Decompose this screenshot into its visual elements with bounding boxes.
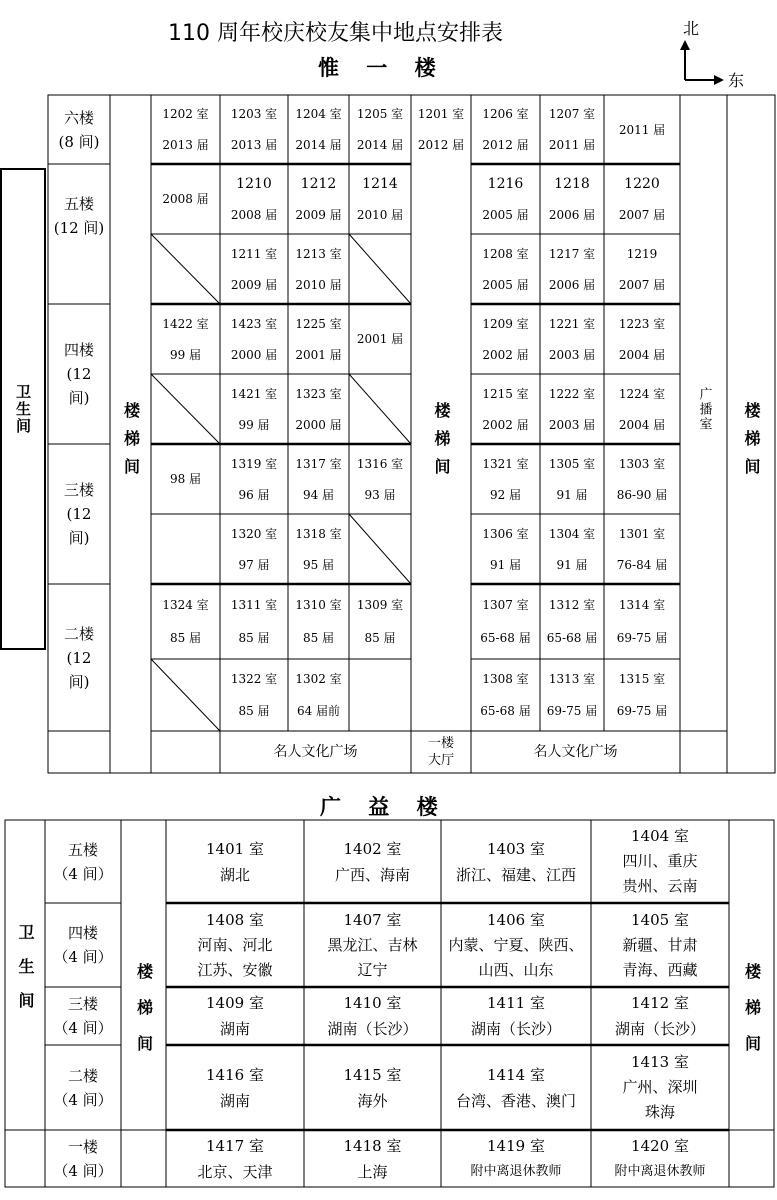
room-assignment: 2005 届 [482,207,529,222]
room-assignment: 2001 届 [295,347,342,362]
room-assignment: 99 届 [238,417,270,432]
room-assignment: 85 届 [169,631,202,646]
lobby-label: 一楼大厅 [427,736,454,768]
room-assignment: 2004 届 [618,347,666,362]
room-label: 1406 室 [487,910,545,929]
building-1-title: 惟 一 楼 [318,55,446,80]
room-label: 1307 室 [482,597,529,612]
broadcast-label: 广播室 [696,386,712,432]
room-cell [166,903,304,987]
room-assignment: 2012 届 [482,137,529,152]
room-assignment: 96 届 [238,487,270,502]
floor-label: 一楼 [67,1137,98,1156]
plaza-label: 名人文化广场 [273,744,358,760]
room-label: 1214 [362,175,398,192]
room-assignment: 江苏、安徽 [197,960,273,979]
stairwell-label: 楼梯间 [432,402,451,486]
floor-count: （4 间） [53,1019,113,1037]
room-assignment: 2004 届 [618,417,666,432]
room-cell [591,1045,729,1130]
room-label: 1423 室 [230,316,278,331]
stairwell-label: 楼梯间 [134,962,154,1071]
room-assignment: 2010 届 [295,277,342,292]
room-label: 1222 室 [548,386,596,401]
room-assignment: 2008 届 [230,207,278,222]
room-assignment: 湖南（长沙） [327,1020,418,1038]
room-cell [591,1130,729,1187]
room-assignment: 2010 届 [356,207,404,222]
room-assignment: 广西、海南 [334,865,410,884]
room-assignment: 69-75 届 [616,704,668,718]
plaza-label: 名人文化广场 [533,744,618,760]
room-label: 1403 室 [487,839,545,858]
room-label: 1409 室 [206,994,264,1012]
room-assignment: 2009 届 [295,207,342,222]
room-label: 1414 室 [487,1065,545,1084]
room-assignment: 95 届 [302,557,335,572]
room-label: 98 届 [169,472,202,486]
room-label: 1218 [554,175,590,192]
room-assignment: 内蒙、宁夏、陕西、 [448,935,584,954]
room-cell [166,1130,304,1187]
room-label: 1321 室 [482,456,529,471]
room-assignment: 76-84 届 [616,557,668,572]
room-label: 1215 室 [482,386,529,401]
room-label: 1302 室 [295,672,342,686]
room-assignment: 64 届前 [296,704,341,718]
room-assignment: 85 届 [238,704,270,718]
b2-floor-5 [45,820,121,903]
room-assignment: 69-75 届 [546,704,598,718]
room-label: 1305 室 [548,456,596,471]
floor-count: (12 间) [53,219,105,237]
room-label: 1310 室 [295,597,342,612]
b1-toilet-label: 卫生间 [14,383,32,435]
floor-count: (12 间) [66,648,92,691]
room-assignment: 2013 届 [230,137,278,152]
room-label: 1309 室 [356,597,404,612]
room-assignment: 北京、天津 [197,1162,273,1181]
floor-label: 二楼 [67,1066,98,1085]
room-assignment: 海外 [357,1091,388,1110]
floor-label: 五楼 [67,840,98,859]
room-assignment: 2012 届 [417,137,465,152]
room-label: 1402 室 [343,839,402,858]
b2-floor-2 [45,1045,121,1130]
room-label: 1203 室 [230,107,278,122]
room-assignment: 2013 届 [162,137,209,152]
room-label: 1304 室 [548,526,596,541]
room-assignment: 青海、西藏 [622,960,698,979]
room-label: 1207 室 [548,107,596,122]
room-label: 1201 室 [417,107,465,122]
room-assignment: 97 届 [238,557,270,572]
room-label: 1411 室 [487,994,545,1012]
room-assignment: 2002 届 [482,347,529,362]
room-assignment: 65-68 届 [546,631,598,646]
floor-label: 三楼 [63,481,94,499]
room-label: 1221 室 [548,316,596,331]
room-label: 1301 室 [618,526,666,541]
room-assignment: 2011 届 [548,137,596,152]
room-cell [166,820,304,903]
room-assignment: 2014 届 [356,137,404,152]
room-label: 1213 室 [295,246,342,261]
room-cell [441,820,591,903]
room-assignment: 附中离退休教师 [470,1163,562,1179]
floor-label: 二楼 [63,624,94,643]
room-label: 1318 室 [295,526,342,541]
room-label: 1204 室 [295,107,342,122]
room-label: 1416 室 [206,1065,264,1084]
room-label: 1211 室 [230,246,278,261]
room-label: 1217 室 [548,246,596,261]
room-label: 1407 室 [343,910,402,929]
room-label: 1216 [487,175,524,192]
floor-label: 四楼 [63,341,94,359]
room-label: 1410 室 [343,994,402,1012]
room-cell [304,987,441,1045]
room-assignment: 黑龙江、吉林 [327,935,418,954]
room-label: 1212 [300,175,337,192]
room-label: 1314 室 [618,597,666,612]
room-label: 1311 室 [230,597,278,612]
room-assignment: 2000 届 [295,417,342,432]
page-title: 110 周年校庆校友集中地点安排表 [168,21,503,46]
room-assignment: 94 届 [302,487,335,502]
room-cell [166,1045,304,1130]
room-label: 1319 室 [230,456,278,471]
room-label: 1313 室 [548,672,596,686]
room-assignment: 湖北 [219,865,250,884]
b2-floor-1 [45,1130,121,1187]
floor-count: （4 间） [53,948,113,966]
room-label: 1316 室 [356,456,404,471]
room-cell [304,1045,441,1130]
room-label: 1405 室 [631,910,689,929]
floor-count: （4 间） [53,1090,113,1109]
room-label: 1422 室 [162,316,209,331]
room-label: 1206 室 [482,107,529,122]
b2-stairwell-west [121,903,166,1130]
floor-label: 四楼 [67,924,98,942]
b2-floor-3 [45,987,121,1045]
floor-count: (8 间) [58,132,100,151]
room-label: 2008 届 [162,192,209,206]
room-cell [304,903,441,987]
room-assignment: 69-75 届 [616,631,668,646]
room-cell [441,987,591,1045]
east-label: 东 [728,71,745,90]
room-assignment: 91 届 [556,557,588,572]
b2-stairwell-east [729,903,774,1130]
room-assignment: 85 届 [364,631,396,646]
stairwell-label: 楼梯间 [742,402,761,486]
room-cell [591,903,729,987]
room-label: 1210 [236,175,272,192]
room-assignment: 2000 届 [230,347,278,362]
room-assignment: 新疆、甘肃 [622,935,698,954]
room-label: 2001 届 [356,332,404,346]
room-label: 1202 室 [162,107,209,122]
room-label: 1223 室 [618,316,666,331]
room-assignment: 湖南（长沙） [470,1020,561,1038]
room-assignment: 2005 届 [482,277,529,292]
room-assignment: 上海 [357,1162,388,1181]
room-cell [441,903,591,987]
room-assignment: 85 届 [302,631,335,646]
room-assignment: 85 届 [238,631,270,646]
room-label: 1225 室 [295,316,342,331]
room-label: 1219 [626,246,658,261]
room-assignment: 2002 届 [482,417,529,432]
room-assignment: 2009 届 [230,277,278,292]
room-assignment: 2007 届 [618,207,666,222]
room-label: 1408 室 [206,910,264,929]
room-cell [441,1045,591,1130]
building-2-title: 广 益 楼 [320,794,448,819]
room-label: 1315 室 [618,672,666,686]
b2-floor-4 [45,903,121,987]
room-label: 1420 室 [631,1136,689,1155]
room-label: 1306 室 [482,526,529,541]
room-label: 1421 室 [230,386,278,401]
room-label: 1412 室 [631,994,689,1012]
room-cell [441,1130,591,1187]
room-assignment: 四川、重庆 [622,852,698,870]
floor-label: 三楼 [67,995,98,1013]
room-assignment: 2006 届 [548,277,596,292]
room-assignment: 辽宁 [357,960,388,979]
room-cell [304,1130,441,1187]
room-assignment: 附中离退休教师 [614,1163,706,1179]
room-cell [591,987,729,1045]
room-assignment: 湖南 [219,1020,250,1038]
room-assignment: 2003 届 [548,417,596,432]
room-cell [166,987,304,1045]
room-label: 1323 室 [295,386,342,401]
floor-count: （4 间） [53,1161,113,1180]
room-label: 1324 室 [162,597,209,612]
room-assignment: 2003 届 [548,347,596,362]
room-assignment: 91 届 [489,557,522,572]
room-assignment: 91 届 [556,487,588,502]
room-label: 1322 室 [230,672,278,686]
room-label: 1419 室 [487,1136,545,1155]
room-assignment: 86-90 届 [616,487,668,502]
room-label: 1303 室 [618,456,666,471]
room-label: 1220 [624,175,660,192]
floor-count: （4 间） [53,864,113,883]
floor-count: (12 间) [66,365,92,407]
room-assignment: 99 届 [169,347,202,362]
room-assignment: 浙江、福建、江西 [455,865,576,884]
room-assignment: 台湾、香港、澳门 [455,1091,576,1110]
room-assignment: 2007 届 [618,277,666,292]
floor-label: 六楼 [63,108,94,127]
room-label: 1208 室 [482,246,529,261]
floor-count: (12 间) [66,505,92,547]
room-label: 1417 室 [206,1136,264,1155]
room-label: 1320 室 [230,526,278,541]
room-assignment: 湖南（长沙） [614,1020,705,1038]
north-label: 北 [683,19,700,38]
room-cell [304,820,441,903]
b2-toilet [5,820,45,1130]
stairwell-label: 楼梯间 [742,962,762,1071]
room-label: 1317 室 [295,456,342,471]
toilet-label: 卫生间 [16,924,35,1026]
room-assignment: 2014 届 [295,137,342,152]
room-assignment: 93 届 [364,487,396,502]
room-assignment: 贵州、云南 [622,877,698,895]
room-assignment: 河南、河北 [197,935,273,954]
room-assignment: 92 届 [489,487,522,502]
room-label: 1308 室 [482,672,529,686]
stairwell-label: 楼梯间 [121,402,141,486]
room-label: 1413 室 [631,1053,689,1071]
floor-label: 五楼 [63,195,94,213]
room-label: 1209 室 [482,316,529,331]
room-label: 1415 室 [343,1065,402,1084]
room-label: 1224 室 [618,386,666,401]
room-assignment: 广州、深圳 [622,1078,698,1096]
room-cell [591,820,729,903]
room-label: 2011 届 [618,122,666,137]
room-assignment: 山西、山东 [478,960,554,979]
room-label: 1205 室 [356,107,404,122]
room-label: 1312 室 [548,597,596,612]
room-assignment: 65-68 届 [480,631,531,646]
room-assignment: 65-68 届 [480,704,531,718]
room-label: 1418 室 [343,1136,402,1155]
room-assignment: 珠海 [644,1103,675,1121]
room-assignment: 2006 届 [548,207,596,222]
room-label: 1401 室 [206,839,264,858]
room-label: 1404 室 [631,827,689,845]
room-assignment: 湖南 [219,1091,250,1110]
